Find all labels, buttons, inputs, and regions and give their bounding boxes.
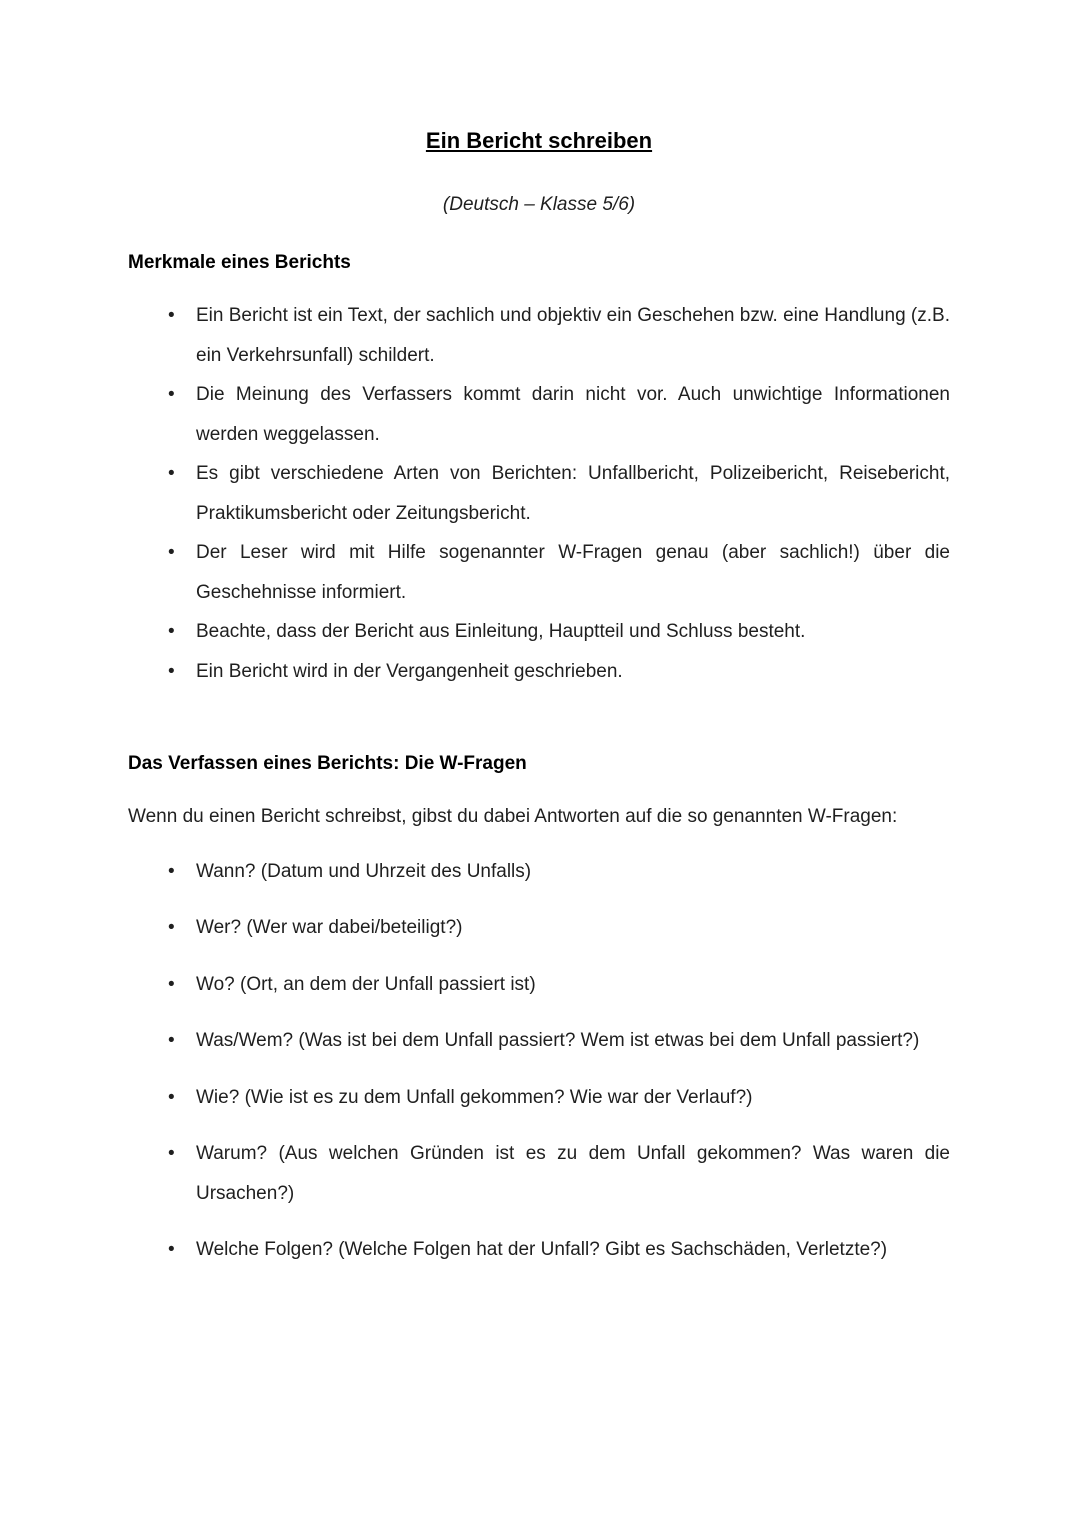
list-item: • Wie? (Wie ist es zu dem Unfall gekommen? Wie war der Verlauf?) <box>166 1078 950 1118</box>
section-heading-merkmale: Merkmale eines Berichts <box>128 252 351 273</box>
page-title: Ein Bericht schreiben <box>425 128 653 153</box>
list-item: • Welche Folgen? (Welche Folgen hat der Unfall? Gibt es Sachschäden, Verletzte?) <box>166 1230 950 1270</box>
list-item: • Die Meinung des Verfassers kommt darin nicht vor. Auch unwichtige Informationen werden weggelassen. <box>166 375 950 454</box>
page-subtitle: (Deutsch – Klasse 5/6) <box>442 194 636 215</box>
list-item: • Der Leser wird mit Hilfe sogenannter W-Fragen genau (aber sachlich!) über die Geschehnisse informiert. <box>166 533 950 612</box>
list-item: • Ein Bericht ist ein Text, der sachlich und objektiv ein Geschehen bzw. eine Handlung (z.B. ein Verkehrsunfall) schildert. <box>166 296 950 375</box>
list-item: • Ein Bericht wird in der Vergangenheit geschrieben. <box>166 652 950 692</box>
wfragen-list <box>166 852 950 1270</box>
list-item: • Wer? (Wer war dabei/beteiligt?) <box>166 908 950 948</box>
section-spacer <box>128 691 950 753</box>
list-item: • Wo? (Ort, an dem der Unfall passiert ist) <box>166 965 950 1005</box>
list-item: • Beachte, dass der Bericht aus Einleitung, Hauptteil und Schluss besteht. <box>166 612 950 652</box>
list-item: • Warum? (Aus welchen Gründen ist es zu dem Unfall gekommen? Was waren die Ursachen?) <box>166 1134 950 1213</box>
list-item: • Wann? (Datum und Uhrzeit des Unfalls) <box>166 852 950 892</box>
merkmale-list <box>166 296 950 691</box>
section-heading-wfragen: Das Verfassen eines Berichts: Die W-Fragen <box>128 753 527 775</box>
list-item: • Was/Wem? (Was ist bei dem Unfall passiert? Wem ist etwas bei dem Unfall passiert?) <box>166 1021 950 1061</box>
list-item: • Es gibt verschiedene Arten von Berichten: Unfallbericht, Polizeibericht, Reisebericht, Praktikumsbericht oder Zeitungsbericht. <box>166 454 950 533</box>
wfragen-intro-paragraph: Wenn du einen Bericht schreibst, gibst du dabei Antworten auf die so genannten W-Fragen: <box>128 806 898 828</box>
